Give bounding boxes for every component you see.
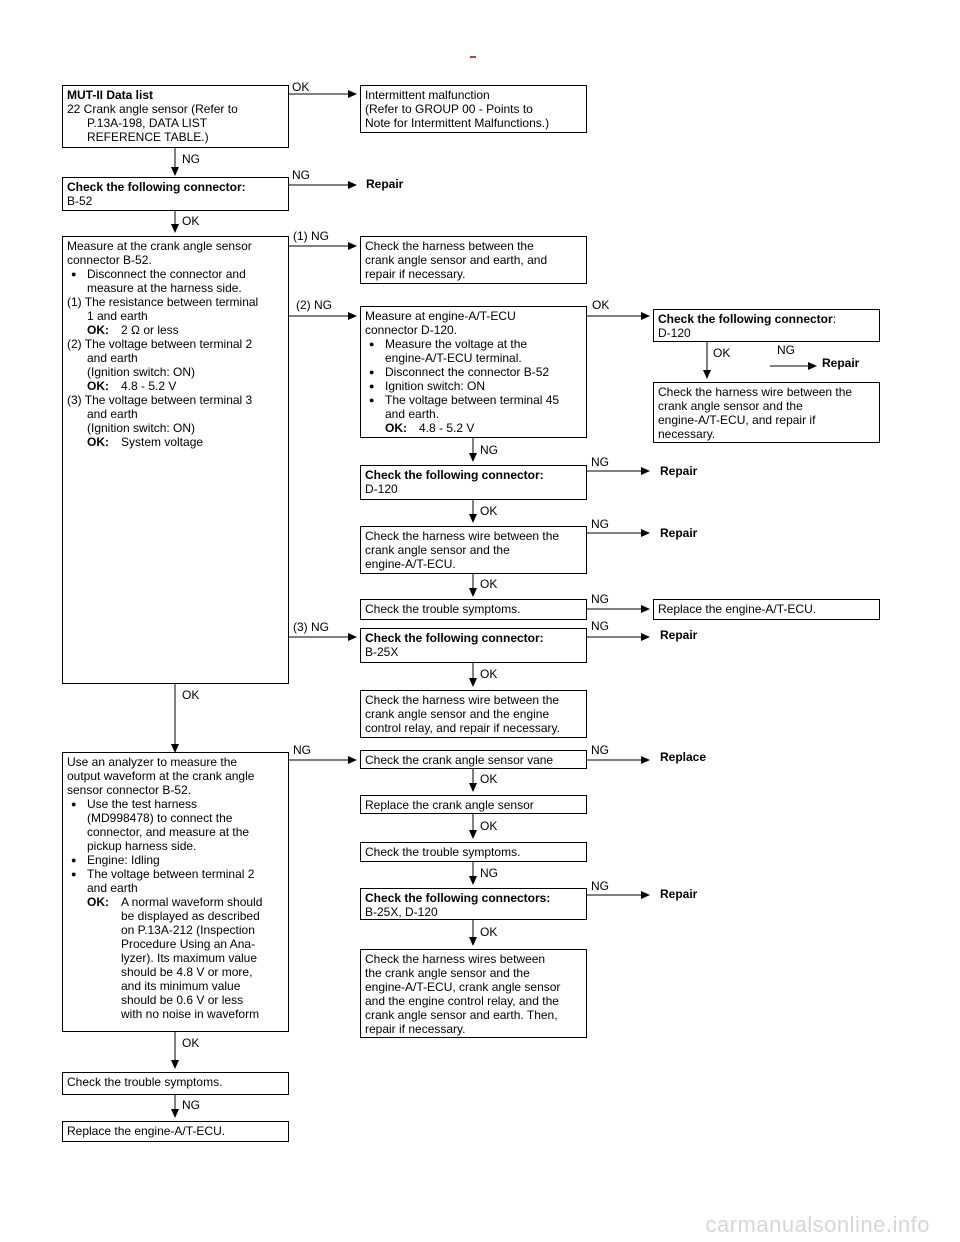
branch-label-ok: OK: [182, 214, 200, 228]
branch-label-ok: OK: [480, 577, 498, 591]
check-connectors-title: Check the following connectors:: [365, 891, 551, 905]
ok-criterion-value: 4.8 - 5.2 V: [419, 421, 475, 435]
ok-criterion-cont: lyzer). Its maximum value: [121, 951, 258, 965]
branch-label-ok: OK: [592, 298, 610, 312]
ok-criterion-label: OK:: [385, 421, 407, 435]
analyzer-bullet-cont: (MD998478) to connect the: [87, 811, 233, 825]
ok-criterion-cont: with no noise in waveform: [121, 1007, 260, 1021]
branch-label-ok: OK: [480, 772, 498, 786]
branch-label-ok: OK: [292, 80, 310, 94]
check-trouble-symptoms-2-box: [360, 842, 587, 862]
analyzer-box: [62, 752, 289, 1032]
branch-label-ok: OK: [480, 819, 498, 833]
ok-criterion-value: A normal waveform should: [121, 895, 263, 909]
measure-b52-item: and earth: [87, 407, 138, 421]
ok-criterion-label: OK:: [87, 435, 109, 449]
check-connectors-b25x-d120-box: [360, 888, 587, 920]
measure-d120-bullet: ● Measure the voltage at the: [365, 337, 582, 351]
connector-id: D-120: [658, 326, 691, 340]
analyzer-line: output waveform at the crank angle: [67, 769, 255, 783]
harness-relay-line: Check the harness wire between the: [365, 693, 560, 707]
branch-label-ng: NG: [292, 168, 310, 182]
check-trouble-symptoms-3-box: [62, 1072, 289, 1095]
ok-criterion-value: System voltage: [121, 435, 204, 449]
branch-label-ng: NG: [293, 743, 311, 757]
outcome-repair: Repair: [660, 526, 698, 540]
check-trouble-symptoms-text: Check the trouble symptoms.: [67, 1075, 223, 1089]
branch-label-ng: NG: [182, 152, 200, 166]
connector-ids: B-25X, D-120: [365, 905, 438, 919]
analyzer-bullet: ● Use the test harness: [67, 797, 284, 811]
branch-label-ng-1: (1) NG: [293, 229, 329, 243]
branch-label-ng: NG: [182, 1098, 200, 1112]
branch-label-ok: OK: [480, 504, 498, 518]
branch-label-ok: OK: [182, 688, 200, 702]
check-connector-title: Check the following connector:: [365, 631, 544, 645]
harness-relay-line: control relay, and repair if necessary.: [365, 721, 560, 735]
harness-ecu-line: crank angle sensor and the: [365, 543, 510, 557]
replace-ecu-box: [62, 1121, 289, 1142]
harness-wires-line: the crank angle sensor and the: [365, 966, 530, 980]
measure-b52-line: connector B-52.: [67, 253, 152, 267]
harness-earth-box: [360, 236, 587, 284]
connector-id: B-25X: [365, 645, 399, 659]
check-vane-box: [360, 750, 587, 769]
branch-label-ok: OK: [480, 667, 498, 681]
mut-data-list-line: REFERENCE TABLE.): [87, 130, 209, 144]
outcome-repair: Repair: [660, 887, 698, 901]
branch-label-ng-3: (3) NG: [293, 620, 329, 634]
harness-wires-line: engine-A/T-ECU, crank angle sensor: [365, 980, 561, 994]
check-connector-b52-box: [62, 177, 289, 211]
analyzer-bullet: ● Engine: Idling: [67, 853, 284, 867]
ok-criterion-cont: be displayed as described: [121, 909, 260, 923]
harness-relay-box: [360, 690, 587, 738]
measure-b52-item: (3) The voltage between terminal 3: [67, 393, 253, 407]
harness-earth-line: Check the harness between the: [365, 239, 534, 253]
measure-b52-item: (Ignition switch: ON): [87, 421, 196, 435]
check-trouble-symptoms-text: Check the trouble symptoms.: [365, 602, 521, 616]
branch-label-ng: NG: [591, 879, 609, 893]
branch-label-ng: NG: [480, 866, 498, 880]
harness-ecu-repair-line: crank angle sensor and the: [658, 399, 803, 413]
intermittent-line: (Refer to GROUP 00 - Points to: [365, 102, 533, 116]
check-connector-b25x-box: [360, 628, 587, 663]
check-vane-text: Check the crank angle sensor vane: [365, 753, 554, 767]
branch-label-ng: NG: [591, 619, 609, 633]
outcome-repair: Repair: [822, 356, 860, 370]
harness-ecu-line: engine-A/T-ECU.: [365, 557, 456, 571]
check-trouble-symptoms-text: Check the trouble symptoms.: [365, 845, 521, 859]
harness-relay-line: crank angle sensor and the engine: [365, 707, 550, 721]
harness-ecu-repair-line: necessary.: [658, 427, 716, 441]
harness-ecu-repair-line: engine-A/T-ECU, and repair if: [658, 413, 816, 427]
check-connector-title: Check the following connector: [658, 312, 833, 326]
ok-criterion-cont: should be 0.6 V or less: [121, 993, 244, 1007]
harness-wires-line: Check the harness wires between: [365, 952, 546, 966]
branch-label-ok: OK: [182, 1036, 200, 1050]
mut-data-list-title: MUT-II Data list: [67, 88, 154, 102]
harness-ecu-box: [360, 526, 587, 574]
ok-criterion-label: OK:: [87, 323, 109, 337]
outcome-repair: Repair: [660, 464, 698, 478]
watermark: carmanualsonline.info: [705, 1212, 930, 1237]
harness-wires-box: [360, 949, 587, 1038]
outcome-repair: Repair: [660, 628, 698, 642]
harness-ecu-repair-box: [653, 382, 880, 443]
ok-criterion-label: OK:: [87, 895, 109, 909]
harness-earth-line: crank angle sensor and earth, and: [365, 253, 548, 267]
measure-b52-bullet: ● Disconnect the connector and: [67, 267, 284, 281]
mut-data-list-line: 22 Crank angle sensor (Refer to: [67, 102, 238, 116]
branch-label-ng: NG: [777, 343, 795, 357]
ok-criterion-value: 4.8 - 5.2 V: [121, 379, 177, 393]
replace-ecu-right-box: [653, 599, 880, 620]
measure-b52-box: [62, 236, 289, 684]
measure-b52-item: (Ignition switch: ON): [87, 365, 196, 379]
measure-d120-bullet-cont: and earth.: [385, 407, 440, 421]
harness-wires-line: and the engine control relay, and the: [365, 994, 559, 1008]
ok-criterion-cont: Procedure Using an Ana-: [121, 937, 256, 951]
measure-d120-box: [360, 306, 587, 438]
branch-label-ng: NG: [591, 455, 609, 469]
ok-criterion-cont: on P.13A-212 (Inspection: [121, 923, 255, 937]
harness-wires-line: crank angle sensor and earth. Then,: [365, 1008, 558, 1022]
check-connector-title: Check the following connector:: [67, 180, 246, 194]
branch-label-ng: NG: [591, 592, 609, 606]
harness-wires-line: repair if necessary.: [365, 1022, 466, 1036]
analyzer-bullet-cont: pickup harness side.: [87, 839, 197, 853]
analyzer-line: Use an analyzer to measure the: [67, 755, 238, 769]
measure-d120-line: connector D-120.: [365, 323, 458, 337]
analyzer-bullet-cont: and earth: [87, 881, 138, 895]
connector-id: B-52: [67, 194, 93, 208]
check-trouble-symptoms-box: [360, 599, 587, 620]
analyzer-line: sensor connector B-52.: [67, 783, 192, 797]
branch-label-ok: OK: [480, 925, 498, 939]
ok-criterion-label: OK:: [87, 379, 109, 393]
replace-ecu-text: Replace the engine-A/T-ECU.: [658, 602, 817, 616]
harness-earth-line: repair if necessary.: [365, 267, 466, 281]
replace-ecu-text: Replace the engine-A/T-ECU.: [67, 1124, 226, 1138]
connector-id: D-120: [365, 482, 398, 496]
measure-d120-bullet: ● Disconnect the connector B-52: [365, 365, 582, 379]
measure-b52-item: (1) The resistance between terminal: [67, 295, 259, 309]
harness-ecu-repair-line: Check the harness wire between the: [658, 385, 853, 399]
branch-label-ng-2: (2) NG: [296, 298, 332, 312]
harness-ecu-line: Check the harness wire between the: [365, 529, 560, 543]
measure-b52-item: 1 and earth: [87, 309, 148, 323]
mut-data-list-box: [62, 85, 289, 148]
branch-label-ng: NG: [591, 517, 609, 531]
branch-label-ng: NG: [591, 743, 609, 757]
analyzer-bullet: ● The voltage between terminal 2: [67, 867, 284, 881]
outcome-replace: Replace: [660, 750, 707, 764]
check-connector-title: Check the following connector:: [365, 468, 544, 482]
branch-label-ok: OK: [713, 346, 731, 360]
measure-b52-line: Measure at the crank angle sensor: [67, 239, 252, 253]
intermittent-malfunction-box: [360, 85, 587, 133]
mut-data-list-line: P.13A-198, DATA LIST: [87, 116, 208, 130]
replace-sensor-text: Replace the crank angle sensor: [365, 798, 534, 812]
measure-b52-item: (2) The voltage between terminal 2: [67, 337, 253, 351]
measure-d120-bullet-cont: engine-A/T-ECU terminal.: [385, 351, 522, 365]
ok-criterion-cont: should be 4.8 V or more,: [121, 965, 253, 979]
check-connector-d120-right-box: [653, 309, 880, 342]
measure-d120-line: Measure at engine-A/T-ECU: [365, 309, 516, 323]
intermittent-line: Intermittent malfunction: [365, 88, 490, 102]
measure-b52-bullet-cont: measure at the harness side.: [87, 281, 242, 295]
title-colon: :: [832, 312, 837, 326]
measure-d120-bullet: ● Ignition switch: ON: [365, 379, 582, 393]
ok-criterion-cont: and its minimum value: [121, 979, 241, 993]
check-connector-d120-box: [360, 465, 587, 500]
measure-b52-item: and earth: [87, 351, 138, 365]
analyzer-bullet-cont: connector, and measure at the: [87, 825, 250, 839]
intermittent-line: Note for Intermittent Malfunctions.): [365, 116, 550, 130]
branch-label-ng: NG: [480, 443, 498, 457]
outcome-repair: Repair: [366, 177, 404, 191]
replace-sensor-box: [360, 795, 587, 814]
ok-criterion-value: 2 Ω or less: [121, 323, 179, 337]
measure-d120-bullet: ● The voltage between terminal 45: [365, 393, 582, 407]
